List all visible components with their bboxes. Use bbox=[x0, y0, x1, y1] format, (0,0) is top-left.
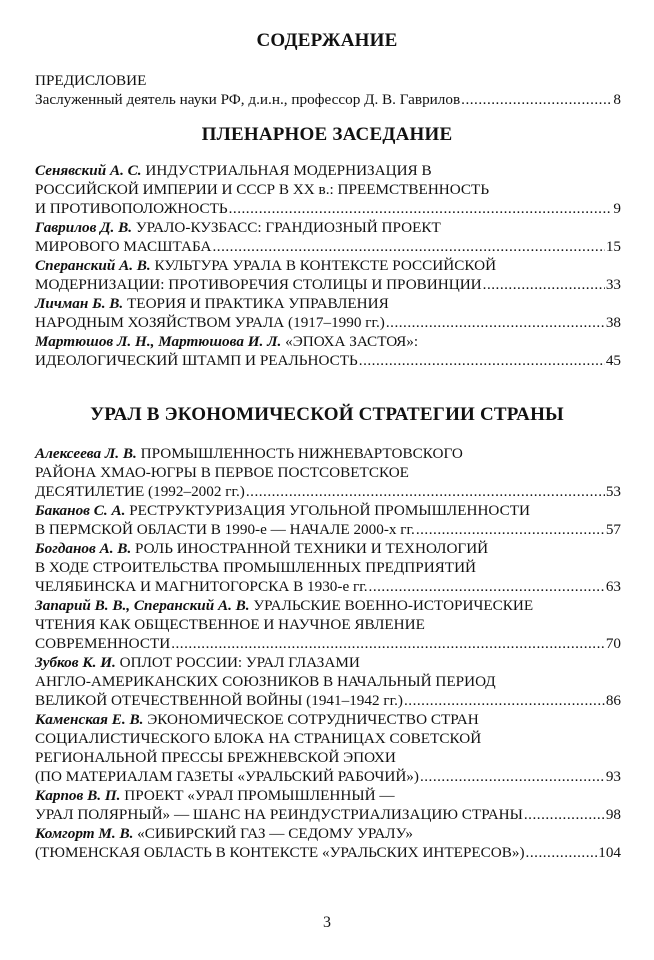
preface-entry bbox=[35, 71, 621, 109]
entry-page-number: 63 bbox=[605, 578, 621, 595]
entry-title-end: ДЕСЯТИЛЕТИЕ (1992–2002 гг.) bbox=[35, 483, 245, 500]
plenary-entries bbox=[35, 161, 621, 370]
toc-entry bbox=[35, 596, 621, 653]
toc-entry bbox=[35, 786, 621, 824]
entry-author: Алексеева Л. В. bbox=[35, 445, 137, 462]
leader-dots bbox=[229, 199, 613, 218]
entry-title-end: ЧЕЛЯБИНСКА И МАГНИТОГОРСКА В 1930-е гг. bbox=[35, 578, 368, 595]
toc-entry bbox=[35, 444, 621, 501]
entry-author: Комгорт М. В. bbox=[35, 825, 134, 842]
entry-title-end: (ТЮМЕНСКАЯ ОБЛАСТЬ В КОНТЕКСТЕ «УРАЛЬСКИХ ИНТЕРЕСОВ») bbox=[35, 844, 525, 861]
entry-title-cont: РОССИЙСКОЙ ИМПЕРИИ И СССР В XX в.: ПРЕЕМСТВЕННОСТЬ bbox=[35, 181, 490, 198]
entry-title-end: УРАЛ ПОЛЯРНЫЙ» — ШАНС НА РЕИНДУСТРИАЛИЗАЦИЮ СТРАНЫ bbox=[35, 806, 523, 823]
entry-title: УРАЛО-КУЗБАСС: ГРАНДИОЗНЫЙ ПРОЕКТ bbox=[135, 219, 441, 236]
entry-page-number: 70 bbox=[605, 635, 621, 652]
leader-dots bbox=[420, 767, 605, 786]
entry-title-cont: АНГЛО-АМЕРИКАНСКИХ СОЮЗНИКОВ В НАЧАЛЬНЫЙ ПЕРИОД bbox=[35, 673, 496, 690]
entry-title: ОПЛОТ РОССИИ: УРАЛ ГЛАЗАМИ bbox=[119, 654, 360, 671]
entry-title: ПРОЕКТ «УРАЛ ПРОМЫШЛЕННЫЙ — bbox=[124, 787, 395, 804]
entry-title-end: НАРОДНЫМ ХОЗЯЙСТВОМ УРАЛА (1917–1990 гг.) bbox=[35, 314, 385, 331]
entry-page-number: 57 bbox=[605, 521, 621, 538]
entry-title: «СИБИРСКИЙ ГАЗ — СЕДОМУ УРАЛУ» bbox=[137, 825, 413, 842]
leader-dots bbox=[461, 90, 612, 109]
entry-author: Запарий В. В., Сперанский А. В. bbox=[35, 597, 250, 614]
section-title-plenary: ПЛЕНАРНОЕ ЗАСЕДАНИЕ bbox=[201, 124, 453, 145]
leader-dots bbox=[483, 275, 605, 294]
entry-title-end: И ПРОТИВОПОЛОЖНОСТЬ bbox=[35, 200, 228, 217]
entry-author: Зубков К. И. bbox=[35, 654, 116, 671]
toc-entry bbox=[35, 332, 621, 370]
leader-dots bbox=[369, 577, 605, 596]
entry-author: Баканов С. А. bbox=[35, 502, 126, 519]
leader-dots bbox=[386, 313, 605, 332]
entry-author: Гаврилов Д. В. bbox=[35, 219, 133, 236]
leader-dots bbox=[404, 691, 605, 710]
entry-title: РЕСТРУКТУРИЗАЦИЯ УГОЛЬНОЙ ПРОМЫШЛЕННОСТИ bbox=[129, 502, 530, 519]
toc-entry bbox=[35, 824, 621, 862]
entry-title-cont: РАЙОНА ХМАО-ЮГРЫ В ПЕРВОЕ ПОСТСОВЕТСКОЕ bbox=[35, 464, 409, 481]
leader-dots bbox=[416, 520, 605, 539]
leader-dots bbox=[171, 634, 605, 653]
entry-page-number: 53 bbox=[605, 483, 621, 500]
preface-heading: ПРЕДИСЛОВИЕ bbox=[35, 72, 147, 89]
contents-title: СОДЕРЖАНИЕ bbox=[256, 30, 398, 51]
entry-author: Каменская Е. В. bbox=[35, 711, 144, 728]
entry-title: ТЕОРИЯ И ПРАКТИКА УПРАВЛЕНИЯ bbox=[127, 295, 389, 312]
toc-entry bbox=[35, 294, 621, 332]
entry-title-cont: РЕГИОНАЛЬНОЙ ПРЕССЫ БРЕЖНЕВСКОЙ ЭПОХИ bbox=[35, 749, 396, 766]
entry-title: УРАЛЬСКИЕ ВОЕННО-ИСТОРИЧЕСКИЕ bbox=[253, 597, 534, 614]
leader-dots bbox=[359, 351, 605, 370]
entry-page-number: 93 bbox=[605, 768, 621, 785]
preface-author-line: Заслуженный деятель науки РФ, д.и.н., профессор Д. В. Гаврилов bbox=[35, 91, 461, 108]
leader-dots bbox=[212, 237, 604, 256]
entry-title-end: МИРОВОГО МАСШТАБА bbox=[35, 238, 212, 255]
entry-title-end: ИДЕОЛОГИЧЕСКИЙ ШТАМП И РЕАЛЬНОСТЬ bbox=[35, 352, 358, 369]
entry-title: ИНДУСТРИАЛЬНАЯ МОДЕРНИЗАЦИЯ В bbox=[145, 162, 432, 179]
entry-title-end: СОВРЕМЕННОСТИ bbox=[35, 635, 171, 652]
entry-title: ПРОМЫШЛЕННОСТЬ НИЖНЕВАРТОВСКОГО bbox=[140, 445, 463, 462]
entry-title-cont: ЧТЕНИЯ КАК ОБЩЕСТВЕННОЕ И НАУЧНОЕ ЯВЛЕНИЕ bbox=[35, 616, 425, 633]
entry-page-number: 45 bbox=[605, 352, 621, 369]
entry-author: Сперанский А. В. bbox=[35, 257, 151, 274]
leader-dots bbox=[524, 805, 605, 824]
entry-title: КУЛЬТУРА УРАЛА В КОНТЕКСТЕ РОССИЙСКОЙ bbox=[154, 257, 497, 274]
entry-page-number: 9 bbox=[613, 200, 621, 217]
entry-author: Богданов А. В. bbox=[35, 540, 132, 557]
preface-page-number: 8 bbox=[613, 91, 621, 108]
entry-title-end: В ПЕРМСКОЙ ОБЛАСТИ В 1990-е — НАЧАЛЕ 2000-х гг. bbox=[35, 521, 415, 538]
toc-entry bbox=[35, 161, 621, 218]
leader-dots bbox=[526, 843, 598, 862]
entry-page-number: 104 bbox=[598, 844, 621, 861]
entry-title-cont: В ХОДЕ СТРОИТЕЛЬСТВА ПРОМЫШЛЕННЫХ ПРЕДПРИЯТИЙ bbox=[35, 559, 477, 576]
entry-page-number: 38 bbox=[605, 314, 621, 331]
toc-entry bbox=[35, 710, 621, 786]
economic-strategy-entries bbox=[35, 444, 621, 862]
entry-author: Сенявский А. С. bbox=[35, 162, 142, 179]
toc-entry bbox=[35, 218, 621, 256]
entry-title: «ЭПОХА ЗАСТОЯ»: bbox=[285, 333, 419, 350]
page-number: 3 bbox=[323, 914, 331, 931]
entry-title-end: ВЕЛИКОЙ ОТЕЧЕСТВЕННОЙ ВОЙНЫ (1941–1942 гг.) bbox=[35, 692, 403, 709]
entry-title: ЭКОНОМИЧЕСКОЕ СОТРУДНИЧЕСТВО СТРАН bbox=[147, 711, 479, 728]
entry-author: Карпов В. П. bbox=[35, 787, 121, 804]
entry-page-number: 86 bbox=[605, 692, 621, 709]
toc-entry bbox=[35, 256, 621, 294]
entry-title-end: (ПО МАТЕРИАЛАМ ГАЗЕТЫ «УРАЛЬСКИЙ РАБОЧИЙ») bbox=[35, 768, 419, 785]
entry-title-cont: СОЦИАЛИСТИЧЕСКОГО БЛОКА НА СТРАНИЦАХ СОВЕТСКОЙ bbox=[35, 730, 482, 747]
entry-page-number: 15 bbox=[605, 238, 621, 255]
section-title-economic-strategy: УРАЛ В ЭКОНОМИЧЕСКОЙ СТРАТЕГИИ СТРАНЫ bbox=[90, 404, 564, 425]
entry-page-number: 98 bbox=[605, 806, 621, 823]
toc-entry bbox=[35, 501, 621, 539]
entry-page-number: 33 bbox=[605, 276, 621, 293]
entry-author: Мартюшов Л. Н., Мартюшова И. Л. bbox=[35, 333, 282, 350]
entry-title: РОЛЬ ИНОСТРАННОЙ ТЕХНИКИ И ТЕХНОЛОГИЙ bbox=[135, 540, 489, 557]
toc-entry bbox=[35, 539, 621, 596]
leader-dots bbox=[246, 482, 605, 501]
toc-entry bbox=[35, 653, 621, 710]
entry-title-end: МОДЕРНИЗАЦИИ: ПРОТИВОРЕЧИЯ СТОЛИЦЫ И ПРОВИНЦИИ bbox=[35, 276, 482, 293]
entry-author: Личман Б. В. bbox=[35, 295, 124, 312]
